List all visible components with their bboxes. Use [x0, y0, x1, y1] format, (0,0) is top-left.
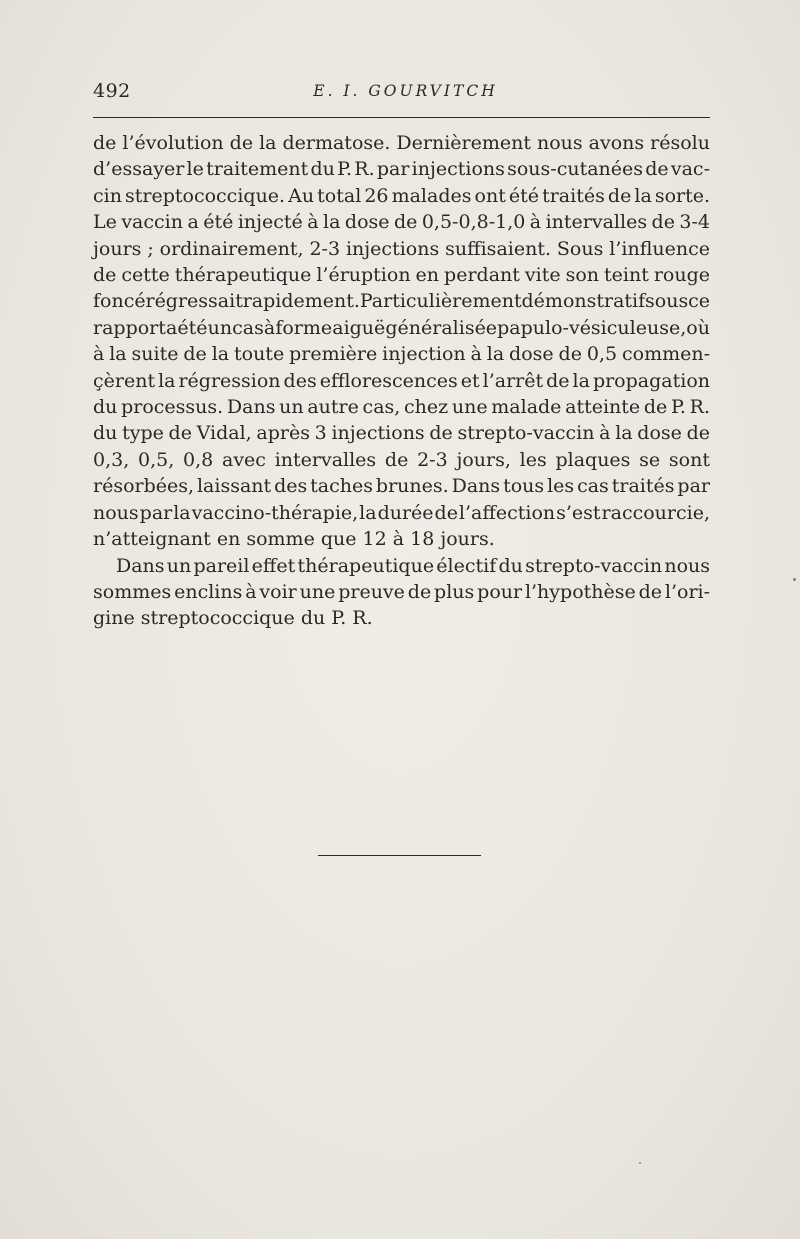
text-line: jours ; ordinairement, 2-3 injections suffisaient. Sous l’influence [93, 237, 710, 260]
body-text [93, 130, 710, 632]
text-line: du type de Vidal, après 3 injections de strepto-vaccin à la dose de [93, 422, 710, 445]
header-rule [93, 117, 710, 118]
text-line: çèrent la régression des efflorescences et l’arrêt de la propagation [93, 369, 710, 392]
text-line: Le vaccin a été injecté à la dose de 0,5-0,8-1,0 à intervalles de 3-4 [93, 211, 710, 234]
paragraph-1 [93, 130, 710, 553]
text-line: Dans un pareil effet thérapeutique électif du strepto-vaccin nous [116, 554, 711, 577]
page-header [93, 80, 710, 110]
text-line: de l’évolution de la dermatose. Dernièrement nous avons résolu [93, 132, 710, 154]
paragraph-2 [93, 553, 710, 632]
text-line: d’essayer le traitement du P. R. par injections sous-cutanées de vac- [93, 158, 710, 181]
text-line: de cette thérapeutique l’éruption en perdant vite son teint rouge [93, 264, 710, 287]
text-line: à la suite de la toute première injection à la dose de 0,5 commen- [93, 343, 710, 366]
text-line: foncé régressait rapidement. Particulièrement démonstratif sous ce [93, 290, 711, 313]
text-line: 0,3, 0,5, 0,8 avec intervalles de 2-3 jours, les plaques se sont [93, 448, 710, 471]
paper-speck [639, 1162, 641, 1164]
text-line: n’atteignant en somme que 12 à 18 jours. [93, 528, 495, 551]
text-line: résorbées, laissant des taches brunes. Dans tous les cas traités par [93, 475, 710, 498]
running-head: E. I. GOURVITCH [313, 82, 498, 100]
paper-speck [793, 578, 796, 581]
text-line: cin streptococcique. Au total 26 malades ont été traités de la sorte. [93, 184, 711, 207]
text-line: du processus. Dans un autre cas, chez une malade atteinte de P. R. [93, 396, 710, 419]
text-line: gine streptococcique du P. R. [93, 607, 373, 630]
text-line: rapport a été un cas à forme aiguë généralisée papulo-vésiculeuse, où [93, 316, 710, 339]
text-line: sommes enclins à voir une preuve de plus pour l’hypothèse de l’ori- [93, 580, 711, 603]
end-rule [318, 855, 481, 856]
page-number: 492 [93, 80, 131, 102]
text-line: nous par la vaccino-thérapie, la durée de l’affection s’est raccourcie, [93, 501, 710, 524]
